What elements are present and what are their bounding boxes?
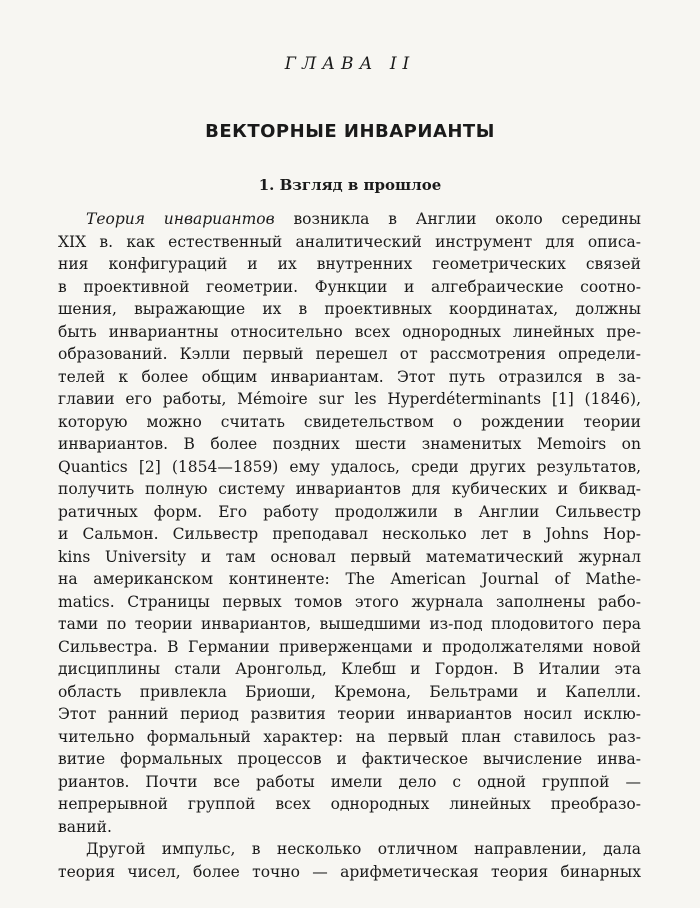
text-line: Этот ранний период развития теории инвариантов носил исклю- xyxy=(58,705,641,723)
text-line: шения, выражающие их в проективных координатах, должны xyxy=(58,300,641,318)
text-line: теория чисел, более точно — арифметическая теория бинарных xyxy=(58,862,641,881)
section-heading: 1. Взгляд в прошлое xyxy=(258,176,442,194)
chapter-title: ВЕКТОРНЫЕ ИНВАРИАНТЫ xyxy=(205,121,495,142)
text-line: XIX в. как естественный аналитический инструмент для описа- xyxy=(58,232,641,251)
text-line: дисциплины стали Аронгольд, Клебш и Гордон. В Италии эта xyxy=(58,660,641,678)
text-line: инвариантов. В более поздних шести знаменитых Memoirs on xyxy=(58,435,641,453)
text-line: kins University и там основал первый математический журнал xyxy=(58,547,641,566)
text-line: непрерывной группой всех однородных линейных преобразо- xyxy=(58,795,641,813)
text-line: область привлекла Бриоши, Кремона, Бельтрами и Капелли. xyxy=(58,682,641,701)
text-line: образований. Кэлли первый перешел от рассмотрения определи- xyxy=(58,345,641,363)
text-line: получить полную систему инвариантов для кубических и биквад- xyxy=(58,480,641,498)
chapter-heading: ГЛАВА II xyxy=(284,54,416,74)
text-line: тами по теории инвариантов, вышедшими из-под плодовитого пера xyxy=(58,615,641,633)
text-line: Сильвестра. В Германии приверженцами и продолжателями новой xyxy=(58,637,641,656)
text-line: главии его работы, Mémoire sur les Hyperdéterminants [1] (1846), xyxy=(58,390,641,408)
text-line: быть инвариантны относительно всех однородных линейных пре- xyxy=(58,322,641,341)
body-text xyxy=(58,208,641,883)
text-line: ваний. xyxy=(58,817,112,836)
text-line: и Сальмон. Сильвестр преподавал несколько лет в Johns Hop- xyxy=(58,525,641,543)
text-line: Другой импульс, в несколько отличном направлении, дала xyxy=(86,840,641,858)
text-line: на американском континенте: The American Journal of Mathe- xyxy=(58,570,641,588)
text-line: витие формальных процессов и фактическое вычисление инва- xyxy=(58,750,641,768)
text-line: чительно формальный характер: на первый план ставилось раз- xyxy=(58,727,641,746)
text-line: ния конфигураций и их внутренних геометрических связей xyxy=(58,255,641,273)
text-line: телей к более общим инвариантам. Этот путь отразился в за- xyxy=(58,367,641,386)
text-line: Теория инвариантов возникла в Англии около середины xyxy=(86,210,641,228)
text-line: matics. Страницы первых томов этого журнала заполнены рабо- xyxy=(58,592,641,611)
text-line: риантов. Почти все работы имели дело с одной группой — xyxy=(58,772,641,791)
italic-term: Теория инвариантов xyxy=(86,210,275,228)
text-line: в проективной геометрии. Функции и алгебраические соотно- xyxy=(58,277,641,296)
text-line: Quantics [2] (1854—1859) ему удалось, среди других результатов, xyxy=(58,457,641,476)
text-line: ратичных форм. Его работу продолжили в Англии Сильвестр xyxy=(58,502,641,521)
text-line: которую можно считать свидетельством о рождении теории xyxy=(58,412,641,431)
